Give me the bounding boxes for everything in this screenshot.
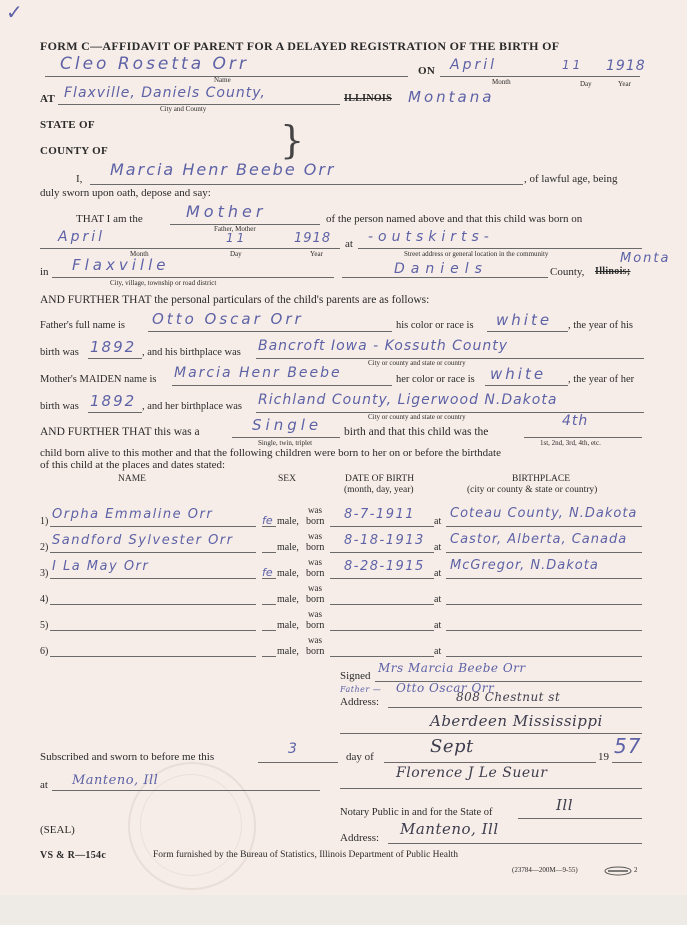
- signed-label: Signed: [340, 670, 371, 682]
- child-row-name: Orpha Emmaline Orr: [52, 507, 214, 522]
- father-name-line: [148, 331, 392, 332]
- form-title: FORM C—AFFIDAVIT OF PARENT FOR A DELAYED REGISTRATION OF THE BIRTH OF: [40, 39, 560, 53]
- child-row-dob: 8-18-1913: [344, 533, 425, 548]
- address-line-2: [340, 733, 642, 734]
- color-race-her: her color or race is: [396, 374, 475, 385]
- mother-birth-year: 1892: [90, 392, 137, 410]
- brace: }: [280, 118, 305, 162]
- in-place: Flaxville: [72, 256, 170, 274]
- city-county-state-1: City or county and state or country: [368, 359, 466, 367]
- year-of-her: , the year of her: [568, 374, 635, 385]
- notary-state: Ill: [556, 796, 574, 814]
- day-label-2: Day: [230, 250, 242, 258]
- notary-address: Manteno, Ill: [400, 820, 499, 838]
- child-dob-line: [330, 552, 434, 553]
- at-city: Flaxville, Daniels County,: [64, 85, 266, 101]
- child-name-line: [50, 526, 256, 527]
- birth-type-line: [232, 437, 340, 438]
- child-dob-line: [330, 656, 434, 657]
- form-number: VS & R—154c: [40, 850, 107, 861]
- at-label: AT: [40, 93, 56, 105]
- child-sex-line: [262, 630, 276, 631]
- child-row-born: born: [306, 516, 325, 527]
- child-row-number: 4): [40, 594, 49, 605]
- at-small: at: [345, 238, 353, 250]
- affiant-name: Marcia Henr Beebe Orr: [110, 160, 336, 179]
- day-label: Day: [580, 80, 592, 88]
- child-sex-line: [262, 656, 276, 657]
- child-row-sex: male,: [277, 568, 299, 579]
- child-name: Cleo Rosetta Orr: [60, 54, 249, 74]
- child-name-line: [50, 552, 256, 553]
- col-bp: BIRTHPLACE: [512, 474, 571, 484]
- i-label: I,: [76, 173, 83, 185]
- child-row-name: I La May Orr: [52, 559, 150, 574]
- signed-name: Mrs Marcia Beebe Orr: [378, 661, 526, 675]
- child-row-dob: 8-28-1915: [344, 559, 425, 574]
- child-place-line: [446, 656, 642, 657]
- year-of-his: , the year of his: [568, 320, 634, 331]
- mother-race: white: [490, 365, 547, 383]
- child-place-line: [446, 578, 642, 579]
- relation: Mother: [186, 202, 267, 221]
- notary-text: Notary Public in and for the State of: [340, 807, 493, 818]
- state-above: Monta: [620, 251, 671, 266]
- born-month: April: [58, 229, 105, 245]
- mother-year-line: [88, 412, 142, 413]
- children-line2: of this child at the places and dates stated:: [40, 459, 226, 471]
- address-1: 808 Chestnut st: [456, 690, 561, 704]
- color-race-his: his color or race is: [396, 320, 474, 331]
- sworn-month-line: [384, 762, 596, 763]
- father-tag: Father —: [340, 685, 382, 694]
- father-race-line: [487, 331, 568, 332]
- child-place-line: [446, 604, 642, 605]
- lawful-age-text: , of lawful age, being: [524, 173, 618, 185]
- child-row-number: 1): [40, 516, 49, 527]
- day-of-label: day of: [346, 751, 374, 763]
- birth-and-text: birth and that this child was the: [344, 426, 489, 438]
- notary-address-line: [388, 843, 642, 844]
- child-sex-line: [262, 552, 276, 553]
- at-label-2: at: [40, 779, 48, 791]
- address-2: Aberdeen Mississippi: [430, 712, 603, 730]
- child-dob-line: [330, 630, 434, 631]
- sworn-year: 57: [614, 734, 642, 758]
- notary-state-line: [518, 818, 642, 819]
- mother-maiden-label: Mother's MAIDEN name is: [40, 374, 157, 385]
- child-row-was: was: [308, 505, 322, 515]
- notary-sig-line: [340, 788, 642, 789]
- further-was-a: AND FURTHER THAT this was a: [40, 426, 200, 438]
- children-line1: child born alive to this mother and that the following children were born to her on or before the birthdate: [40, 447, 501, 459]
- col-dob-sub: (month, day, year): [344, 485, 414, 495]
- seal-label: (SEAL): [40, 824, 75, 836]
- affiant-line: [90, 184, 523, 185]
- at-place-line: [52, 790, 320, 791]
- child-row-number: 6): [40, 646, 49, 657]
- that-i-am: THAT I am the: [76, 213, 143, 225]
- at-place: Manteno, Ill: [72, 773, 159, 788]
- child-row-sex: male,: [277, 516, 299, 527]
- year-label-2: Year: [310, 250, 323, 258]
- date-line: [440, 76, 640, 77]
- col-name: NAME: [118, 474, 146, 484]
- child-row-sex: male,: [277, 594, 299, 605]
- child-sex-line: [262, 604, 276, 605]
- written-state: Montana: [408, 88, 495, 106]
- year-prefix: 19: [598, 751, 609, 763]
- address-label: Address:: [340, 696, 380, 708]
- sworn-day-line: [258, 762, 338, 763]
- born-day: 11: [226, 231, 248, 245]
- father-full-name-label: Father's full name is: [40, 320, 125, 331]
- child-dob-line: [330, 604, 434, 605]
- year-label: Year: [618, 80, 631, 88]
- county-name: Daniels: [394, 261, 488, 277]
- child-row-at: at: [434, 620, 442, 631]
- child-row-at: at: [434, 594, 442, 605]
- his-birthplace: , and his birthplace was: [142, 347, 241, 358]
- child-name-line: [50, 578, 256, 579]
- birth-type: Single: [252, 416, 323, 434]
- father-birth-year: 1892: [90, 338, 137, 356]
- further-personal: AND FURTHER THAT the personal particulars of the child's parents are as follows:: [40, 294, 430, 306]
- person-named-text: of the person named above and that this child was born on: [326, 213, 583, 225]
- child-dob-line: [330, 526, 434, 527]
- born-year: 1918: [294, 231, 332, 246]
- child-row-was: was: [308, 609, 322, 619]
- father-birthplace: Bancroft Iowa - Kossuth County: [258, 338, 509, 354]
- printed-illinois: Illinois;: [595, 266, 631, 277]
- child-row-at: at: [434, 646, 442, 657]
- col-sex: SEX: [278, 474, 296, 484]
- union-bug-icon: [604, 866, 632, 876]
- subscribed-text: Subscribed and sworn to before me this: [40, 751, 215, 763]
- child-row-sex-prefix: fe: [262, 514, 273, 527]
- birth-month: April: [450, 57, 497, 73]
- birth-order-line: [524, 437, 642, 438]
- address-label-2: Address:: [340, 832, 380, 844]
- on-label: ON: [418, 65, 436, 77]
- child-name-line: [50, 656, 256, 657]
- city-village-label: City, village, township or road district: [110, 279, 217, 287]
- child-row-at: at: [434, 542, 442, 553]
- child-row-was: was: [308, 635, 322, 645]
- her-birthplace: , and her birthplace was: [142, 401, 243, 412]
- print-code: (23784—200M—9-55): [512, 866, 578, 874]
- county-text: County,: [550, 266, 585, 278]
- child-row-place: McGregor, N.Dakota: [450, 558, 599, 573]
- child-place-line: [446, 630, 642, 631]
- father-signed: Otto Oscar Orr: [396, 681, 495, 695]
- child-name-line: [50, 630, 256, 631]
- child-dob-line: [330, 578, 434, 579]
- col-dob: DATE OF BIRTH: [345, 474, 415, 484]
- child-row-dob: 8-7-1911: [344, 507, 416, 522]
- child-row-born: born: [306, 620, 325, 631]
- child-row-place: Coteau County, N.Dakota: [450, 506, 638, 521]
- address-line: [388, 707, 642, 708]
- printed-state: ILLINOIS: [344, 93, 392, 104]
- child-name-line: [50, 604, 256, 605]
- mother-birthplace: Richland County, Ligerwood N.Dakota: [258, 392, 558, 408]
- in-line: [52, 277, 334, 278]
- location: -outskirts-: [368, 229, 494, 245]
- month-label-2: Month: [130, 250, 149, 258]
- name-label: Name: [214, 76, 231, 84]
- furnished-text: Form furnished by the Bureau of Statistics, Illinois Department of Public Health: [153, 850, 459, 860]
- birth-order: 4th: [562, 413, 589, 429]
- child-row-born: born: [306, 646, 325, 657]
- child-row-at: at: [434, 568, 442, 579]
- child-row-sex-prefix: fe: [262, 566, 273, 579]
- child-row-born: born: [306, 568, 325, 579]
- child-row-was: was: [308, 557, 322, 567]
- order-label: 1st, 2nd, 3rd, 4th, etc.: [540, 439, 601, 447]
- sworn-day: 3: [288, 741, 300, 757]
- mother-name: Marcia Henr Beebe: [174, 365, 342, 381]
- birth-was-his: birth was: [40, 347, 79, 358]
- child-place-line: [446, 552, 642, 553]
- born-date-line: [40, 248, 340, 249]
- city-county-label: City and County: [160, 105, 207, 113]
- child-row-was: was: [308, 583, 322, 593]
- child-row-number: 3): [40, 568, 49, 579]
- child-place-line: [446, 526, 642, 527]
- child-row-place: Castor, Alberta, Canada: [450, 532, 628, 547]
- child-row-number: 5): [40, 620, 49, 631]
- child-row-name: Sandford Sylvester Orr: [52, 533, 234, 548]
- county-line: [342, 277, 548, 278]
- city-county-state-2: City or county and state or country: [368, 413, 466, 421]
- mother-race-line: [485, 385, 568, 386]
- state-of-label: STATE OF: [40, 119, 95, 131]
- sworn-month: Sept: [430, 736, 474, 757]
- child-row-number: 2): [40, 542, 49, 553]
- child-row-at: at: [434, 516, 442, 527]
- notary-sig: Florence J Le Sueur: [396, 765, 548, 781]
- location-line: [358, 248, 642, 249]
- sworn-text: duly sworn upon oath, depose and say:: [40, 187, 211, 199]
- in-label: in: [40, 266, 49, 278]
- sworn-year-line: [612, 762, 642, 763]
- mother-name-line: [172, 385, 392, 386]
- birth-day: 11: [562, 58, 584, 72]
- child-row-born: born: [306, 594, 325, 605]
- single-label: Single, twin, triplet: [258, 439, 313, 447]
- child-row-sex: male,: [277, 542, 299, 553]
- child-row-was: was: [308, 531, 322, 541]
- month-label: Month: [492, 78, 511, 86]
- county-of-label: COUNTY OF: [40, 145, 108, 157]
- father-year-line: [88, 358, 142, 359]
- union-bug-number: 2: [634, 866, 638, 874]
- street-label: Street address or general location in the community: [404, 250, 549, 258]
- child-row-sex: male,: [277, 646, 299, 657]
- father-name: Otto Oscar Orr: [152, 310, 304, 328]
- father-mother-label: Father, Mother: [214, 225, 256, 233]
- child-row-sex: male,: [277, 620, 299, 631]
- check-mark: ✓: [6, 0, 23, 24]
- birth-year: 1918: [606, 58, 646, 74]
- birth-was-her: birth was: [40, 401, 79, 412]
- child-row-born: born: [306, 542, 325, 553]
- col-bp-sub: (city or county & state or country): [467, 485, 598, 495]
- father-race: white: [496, 311, 553, 329]
